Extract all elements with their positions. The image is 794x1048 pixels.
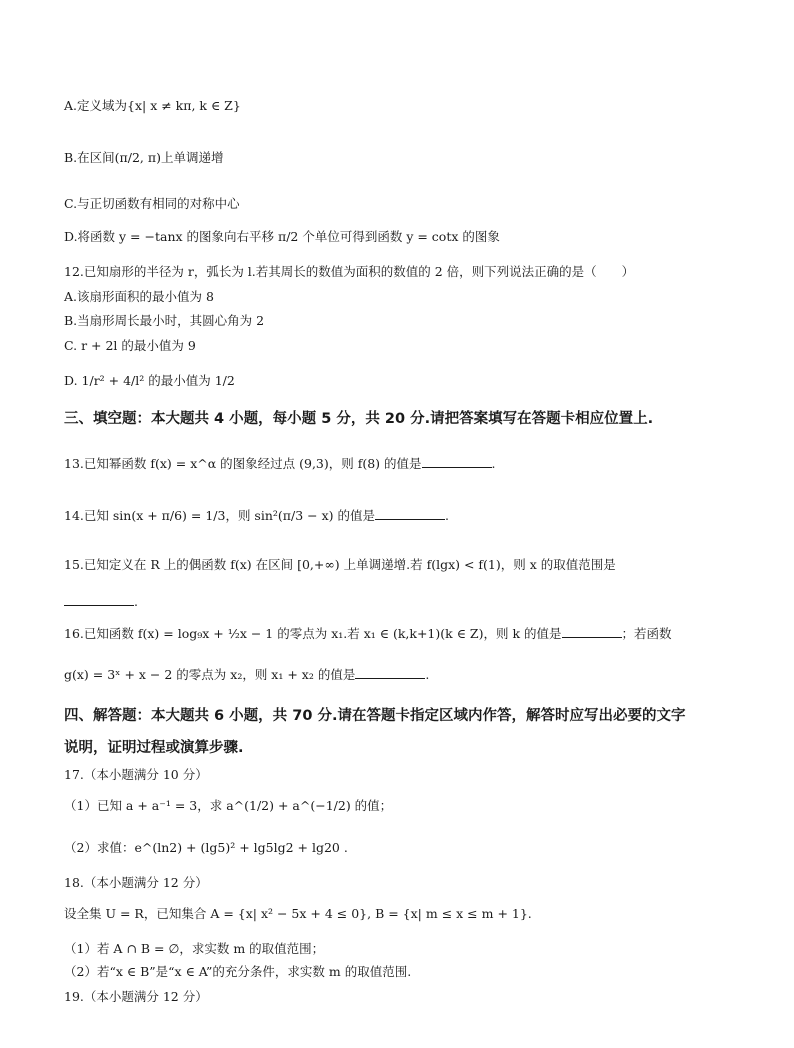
q13 xyxy=(64,455,496,471)
answer-blank xyxy=(562,625,622,638)
section4-heading-line1: 四、解答题：本大题共 6 小题，共 70 分.请在答题卡指定区域内作答，解答时应写出必要的文字 xyxy=(64,708,686,724)
q13-text: 13.已知幂函数 f(x) = x^α 的图象经过点 (9,3)，则 f(8) 的值是 xyxy=(64,456,422,471)
q16-text2: g(x) = 3ˣ + x − 2 的零点为 x₂，则 x₁ + x₂ 的值是 xyxy=(64,667,356,682)
q18-stem: 设全集 U = R，已知集合 A = {x| x² − 5x + 4 ≤ 0}, B = {x| m ≤ x ≤ m + 1}. xyxy=(64,906,532,921)
q17-part1: （1）已知 a + a⁻¹ = 3，求 a^(1/2) + a^(−1/2) 的值； xyxy=(64,798,393,813)
q16-text1: 16.已知函数 f(x) = log₉x + ½x − 1 的零点为 x₁.若 x₁ ∈ (k,k+1)(k ∈ Z)，则 k 的值是 xyxy=(64,626,562,641)
answer-blank xyxy=(64,593,134,606)
section3-heading: 三、填空题：本大题共 4 小题，每小题 5 分，共 20 分.请把答案填写在答题卡相应位置上. xyxy=(64,411,654,427)
q15-end: . xyxy=(134,594,138,609)
q12-option-a: A.该扇形面积的最小值为 8 xyxy=(64,289,214,304)
q16-line1 xyxy=(64,625,672,641)
q15-text: 15.已知定义在 R 上的偶函数 f(x) 在区间 [0,+∞) 上单调递增.若 f(lgx) < f(1)，则 x 的取值范围是 xyxy=(64,557,616,572)
q11-option-b: B.在区间(π/2, π)上单调递增 xyxy=(64,150,224,165)
answer-blank xyxy=(375,507,445,520)
q12-option-d: D. 1/r² + 4/l² 的最小值为 1/2 xyxy=(64,373,235,388)
q14 xyxy=(64,507,449,523)
q12-option-c: C. r + 2l 的最小值为 9 xyxy=(64,338,196,353)
q16-end: . xyxy=(425,667,430,682)
q14-text: 14.已知 sin(x + π/6) = 1/3，则 sin²(π/3 − x) 的值是 xyxy=(64,508,375,523)
q17-title: 17.（本小题满分 10 分） xyxy=(64,767,208,782)
q11-option-d: D.将函数 y = −tanx 的图象向右平移 π/2 个单位可得到函数 y = cotx 的图象 xyxy=(64,229,500,244)
answer-blank xyxy=(355,666,425,679)
q19-title: 19.（本小题满分 12 分） xyxy=(64,989,208,1004)
q13-end: . xyxy=(491,456,496,471)
answer-blank xyxy=(422,455,492,468)
q11-option-a: A.定义域为{x| x ≠ kπ, k ∈ Z} xyxy=(64,98,241,113)
q16-line2 xyxy=(64,666,429,682)
q18-part1: （1）若 A ∩ B = ∅，求实数 m 的取值范围； xyxy=(64,941,325,956)
q12-option-b: B.当扇形周长最小时，其圆心角为 2 xyxy=(64,313,265,328)
q11-option-c: C.与正切函数有相同的对称中心 xyxy=(64,196,240,211)
q15-blank-line xyxy=(64,593,138,609)
q14-end: . xyxy=(444,508,449,523)
q18-title: 18.（本小题满分 12 分） xyxy=(64,875,208,890)
q18-part2: （2）若“x ∈ B”是“x ∈ A”的充分条件，求实数 m 的取值范围. xyxy=(64,964,412,979)
section4-heading-line2: 说明，证明过程或演算步骤. xyxy=(64,740,244,756)
q17-part2: （2）求值：e^(ln2) + (lg5)² + lg5lg2 + lg20 . xyxy=(64,840,348,855)
q12-stem: 12.已知扇形的半径为 r，弧长为 l.若其周长的数值为面积的数值的 2 倍，则下列说法正确的是（ ） xyxy=(64,264,635,279)
q16-mid: ；若函数 xyxy=(621,626,672,641)
